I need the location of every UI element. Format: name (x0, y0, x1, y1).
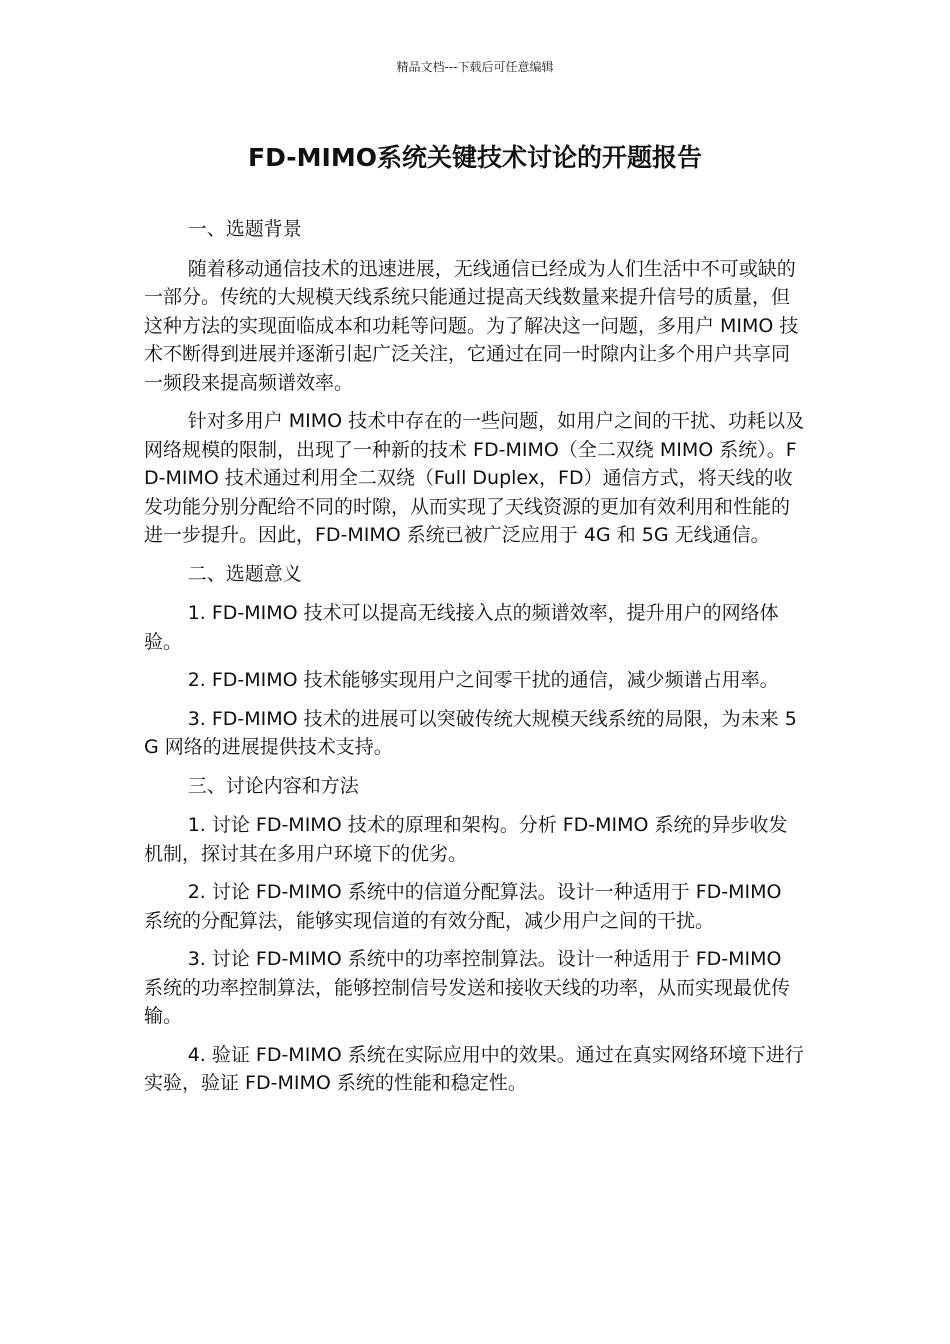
paragraph-method-2: 2. 讨论 FD-MIMO 系统中的信道分配算法。设计一种适用于 FD-MIMO 系统的分配算法，能够实现信道的有效分配，减少用户之间的干扰。 (144, 881, 782, 932)
paragraph-method-4: 4. 验证 FD-MIMO 系统在实际应用中的效果。通过在真实网络环境下进行实验，验证 FD-MIMO 系统的性能和稳定性。 (144, 1043, 804, 1094)
document-title: FD-MIMO系统关键技术讨论的开题报告 (248, 143, 702, 172)
section-heading-background: 一、选题背景 (187, 218, 302, 240)
paragraph-method-3: 3. 讨论 FD-MIMO 系统中的功率控制算法。设计一种适用于 FD-MIMO 系统的功率控制算法，能够控制信号发送和接收天线的功率，从而实现最优传输。 (144, 948, 791, 1027)
section-heading-content-methods: 三、讨论内容和方法 (187, 774, 359, 797)
paragraph-background-1: 随着移动通信技术的迅速进展，无线通信已经成为人们生活中不可或缺的一部分。传统的大规模天线系统只能通过提高天线数量来提升信号的质量，但这种方法的实现面临成本和功耗等问题。为了解决这一问题，多用户 MIMO 技术不断得到进展并逐渐引起广泛关注，它通过在同一时隙内让多个用户共享同一频段来提高频谱效率。 (144, 257, 799, 394)
paragraph-background-2: 针对多用户 MIMO 技术中存在的一些问题，如用户之间的干扰、功耗以及网络规模的限制，出现了一种新的技术 FD-MIMO（全二双绕 MIMO 系统）。FD-MIMO 技术通过利用全二双绕（Full Duplex，FD）通信方式，将天线的收发功能分别分配给不同的时隙，从而实现了天线资源的更加有效利用和性能的进一步提升。因此，FD-MIMO 系统已被广泛应用于 4G 和 5G 无线通信。 (144, 410, 805, 546)
paragraph-method-1: 1. 讨论 FD-MIMO 技术的原理和架构。分析 FD-MIMO 系统的异步收发机制，探讨其在多用户环境下的优劣。 (144, 814, 788, 865)
paragraph-significance-1: 1. FD-MIMO 技术可以提高无线接入点的频谱效率，提升用户的网络体验。 (144, 602, 779, 653)
section-heading-significance: 二、选题意义 (187, 562, 302, 585)
document-body (144, 215, 806, 1108)
paragraph-significance-3: 3. FD-MIMO 技术的进展可以突破传统大规模天线系统的局限，为未来 5G 网络的进展提供技术支持。 (144, 707, 797, 758)
paragraph-significance-2: 2. FD-MIMO 技术能够实现用户之间零干扰的通信，减少频谱占用率。 (187, 669, 779, 691)
page-header-watermark: 精品文档---下载后可任意编辑 (396, 60, 554, 74)
